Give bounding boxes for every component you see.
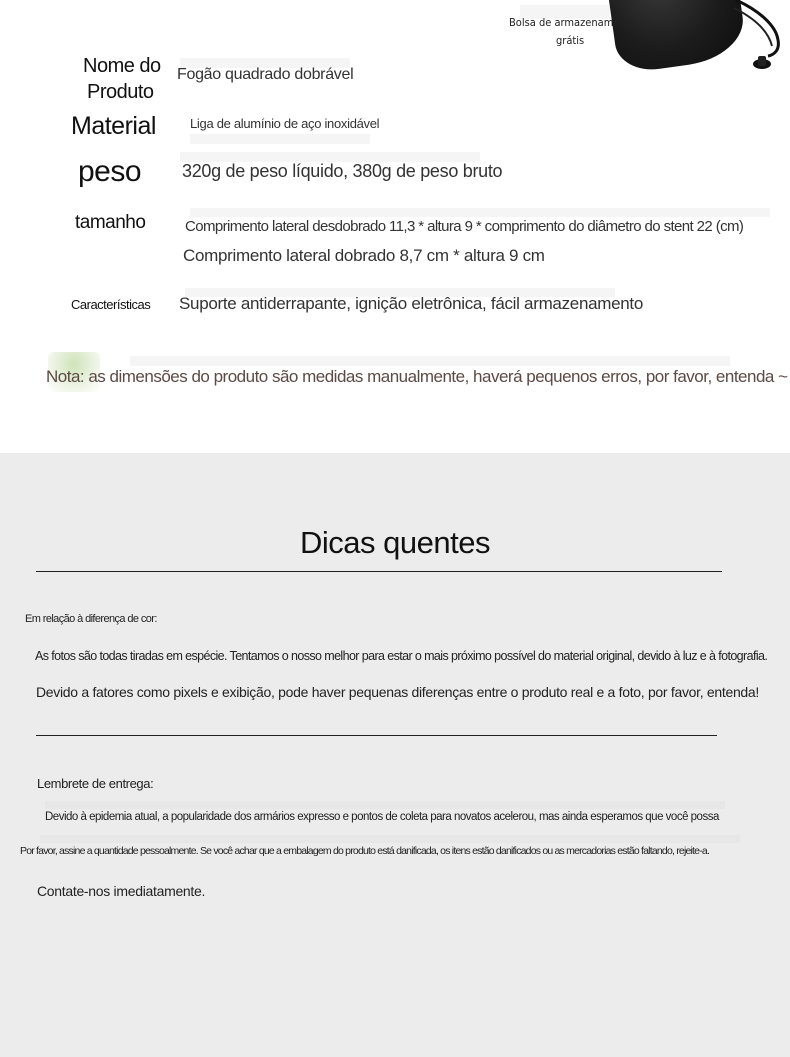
ghost-text — [45, 801, 725, 809]
features-label: Características — [71, 297, 151, 312]
weight-value: 320g de peso líquido, 380g de peso bruto — [182, 161, 503, 181]
product-name-label: Nome do — [83, 55, 161, 77]
delivery-heading: Lembrete de entrega: — [37, 776, 154, 791]
weight-label: peso — [78, 155, 142, 188]
color-diff-line-2: Devido a fatores como pixels e exibição, pode haver pequenas diferenças entre o produto real e a foto, por favor, entenda! — [36, 684, 759, 700]
dimension-note: Nota: as dimensões do produto são medidas manualmente, haverá pequenos erros, por favor, entenda ~ — [46, 367, 788, 386]
section-divider — [36, 735, 717, 736]
size-value-2: Comprimento lateral dobrado 8,7 cm * altura 9 cm — [183, 246, 545, 265]
bag-drawstring-icon — [728, 0, 788, 75]
ghost-text — [190, 134, 370, 144]
material-label: Material — [71, 112, 156, 140]
delivery-line-1: Devido à epidemia atual, a popularidade dos armários expresso e pontos de coleta para novatos acelerou, mas ainda esperamos que você possa — [45, 811, 719, 823]
ghost-text — [40, 835, 740, 843]
tips-section — [0, 453, 790, 1057]
features-value: Suporte antiderrapante, ignição eletrônica, fácil armazenamento — [179, 294, 643, 313]
color-diff-line-1: As fotos são todas tiradas em espécie. Tentamos o nosso melhor para estar o mais próximo possível do material original, devido à luz e à fotografia. — [35, 649, 768, 663]
product-spec-section — [0, 0, 790, 453]
color-diff-heading: Em relação à diferença de cor: — [25, 613, 157, 625]
material-value: Liga de alumínio de aço inoxidável — [190, 116, 380, 131]
delivery-line-2: Por favor, assine a quantidade pessoalmente. Se você achar que a embalagem do produto está danificada, os itens estão danificados ou as mercadorias estão faltando, rejeite-a. — [20, 845, 710, 857]
tips-title: Dicas quentes — [300, 525, 490, 560]
size-value-1: Comprimento lateral desdobrado 11,3 * altura 9 * comprimento do diâmetro do stent 22 (cm) — [185, 218, 744, 235]
ghost-text — [130, 356, 730, 366]
ghost-text — [190, 208, 770, 217]
storage-bag-image — [602, 0, 748, 74]
bag-caption-2: grátis — [556, 34, 585, 47]
product-name-value: Fogão quadrado dobrável — [177, 66, 354, 83]
title-divider — [36, 571, 722, 572]
size-label: tamanho — [75, 212, 146, 233]
bag-caption: Bolsa de armazenamento — [509, 16, 636, 29]
delivery-line-3: Contate-nos imediatamente. — [37, 883, 206, 899]
product-name-label-2: Produto — [87, 81, 154, 103]
